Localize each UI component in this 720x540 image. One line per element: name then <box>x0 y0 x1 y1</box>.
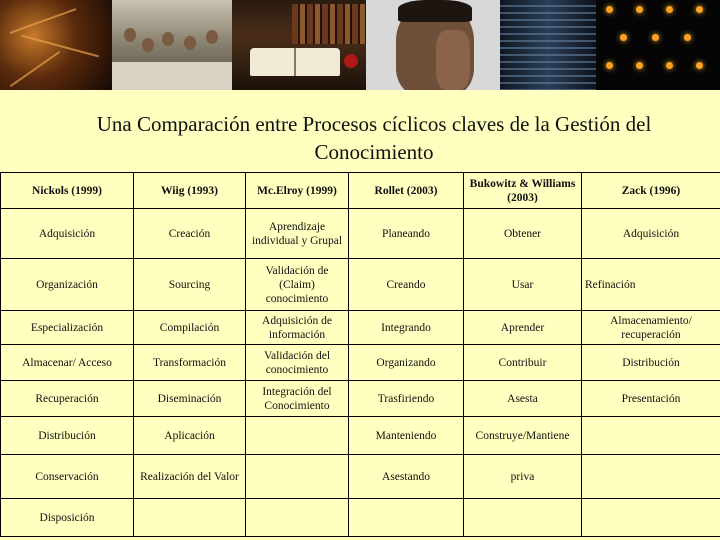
table-row <box>1 259 720 311</box>
table-cell <box>464 499 582 537</box>
table-row <box>1 499 720 537</box>
table-cell: Almacenamiento/ recuperación <box>582 311 720 345</box>
table-row <box>1 381 720 417</box>
table-cell: priva <box>464 455 582 499</box>
table-cell: Adquisición <box>1 209 134 259</box>
server-rack-photo <box>500 0 596 90</box>
table-cell: Transformación <box>134 345 246 381</box>
table-cell: Refinación <box>582 259 720 311</box>
library-book-photo <box>232 0 366 90</box>
table-cell: Manteniendo <box>349 417 464 455</box>
table-cell <box>246 417 349 455</box>
header-cell: Mc.Elroy (1999) <box>246 173 349 209</box>
table-cell: Aprendizaje individual y Grupal <box>246 209 349 259</box>
table-cell: Integrando <box>349 311 464 345</box>
table-cell: Asestando <box>349 455 464 499</box>
header-cell: Rollet (2003) <box>349 173 464 209</box>
table-cell: Especialización <box>1 311 134 345</box>
header-cell: Zack (1996) <box>582 173 720 209</box>
table-cell: Obtener <box>464 209 582 259</box>
table-row <box>1 209 720 259</box>
table-cell: Recuperación <box>1 381 134 417</box>
table-cell: Conservación <box>1 455 134 499</box>
table-header-row <box>1 173 720 209</box>
table-cell: Presentación <box>582 381 720 417</box>
header-cell: Bukowitz & Williams (2003) <box>464 173 582 209</box>
table-cell: Creando <box>349 259 464 311</box>
table-cell <box>349 499 464 537</box>
table-cell <box>134 499 246 537</box>
comparison-table <box>0 172 720 537</box>
table-cell <box>246 455 349 499</box>
table-cell: Integración del Conocimiento <box>246 381 349 417</box>
table-cell: Usar <box>464 259 582 311</box>
header-cell: Wiig (1993) <box>134 173 246 209</box>
table-cell: Validación de (Claim) conocimiento <box>246 259 349 311</box>
header-cell: Nickols (1999) <box>1 173 134 209</box>
table-cell: Adquisición <box>582 209 720 259</box>
table-cell: Aprender <box>464 311 582 345</box>
lights-photo <box>596 0 720 90</box>
network-diagram-photo <box>0 0 112 90</box>
table-cell <box>582 499 720 537</box>
table-cell: Organizando <box>349 345 464 381</box>
thinking-man-photo <box>366 0 500 90</box>
table-cell: Organización <box>1 259 134 311</box>
table-cell: Compilación <box>134 311 246 345</box>
table-row <box>1 455 720 499</box>
table-cell: Creación <box>134 209 246 259</box>
header-banner <box>0 0 720 90</box>
table-cell: Aplicación <box>134 417 246 455</box>
table-cell: Distribución <box>582 345 720 381</box>
meeting-room-photo <box>112 0 232 90</box>
table-cell: Adquisición de información <box>246 311 349 345</box>
table-cell: Construye/Mantiene <box>464 417 582 455</box>
table-cell: Sourcing <box>134 259 246 311</box>
table-cell: Almacenar/ Acceso <box>1 345 134 381</box>
table-row <box>1 345 720 381</box>
table-row <box>1 311 720 345</box>
table-cell <box>582 455 720 499</box>
table-cell: Planeando <box>349 209 464 259</box>
table-cell: Disposición <box>1 499 134 537</box>
table-cell: Distribución <box>1 417 134 455</box>
table-cell: Validación del conocimiento <box>246 345 349 381</box>
table-cell: Diseminación <box>134 381 246 417</box>
table-cell: Realización del Valor <box>134 455 246 499</box>
page-title: Una Comparación entre Procesos cíclicos claves de la Gestión del Conocimiento <box>96 112 652 164</box>
table-cell: Asesta <box>464 381 582 417</box>
table-cell <box>246 499 349 537</box>
table-cell: Trasfiriendo <box>349 381 464 417</box>
table-cell: Contribuir <box>464 345 582 381</box>
table-row <box>1 417 720 455</box>
table-cell <box>582 417 720 455</box>
